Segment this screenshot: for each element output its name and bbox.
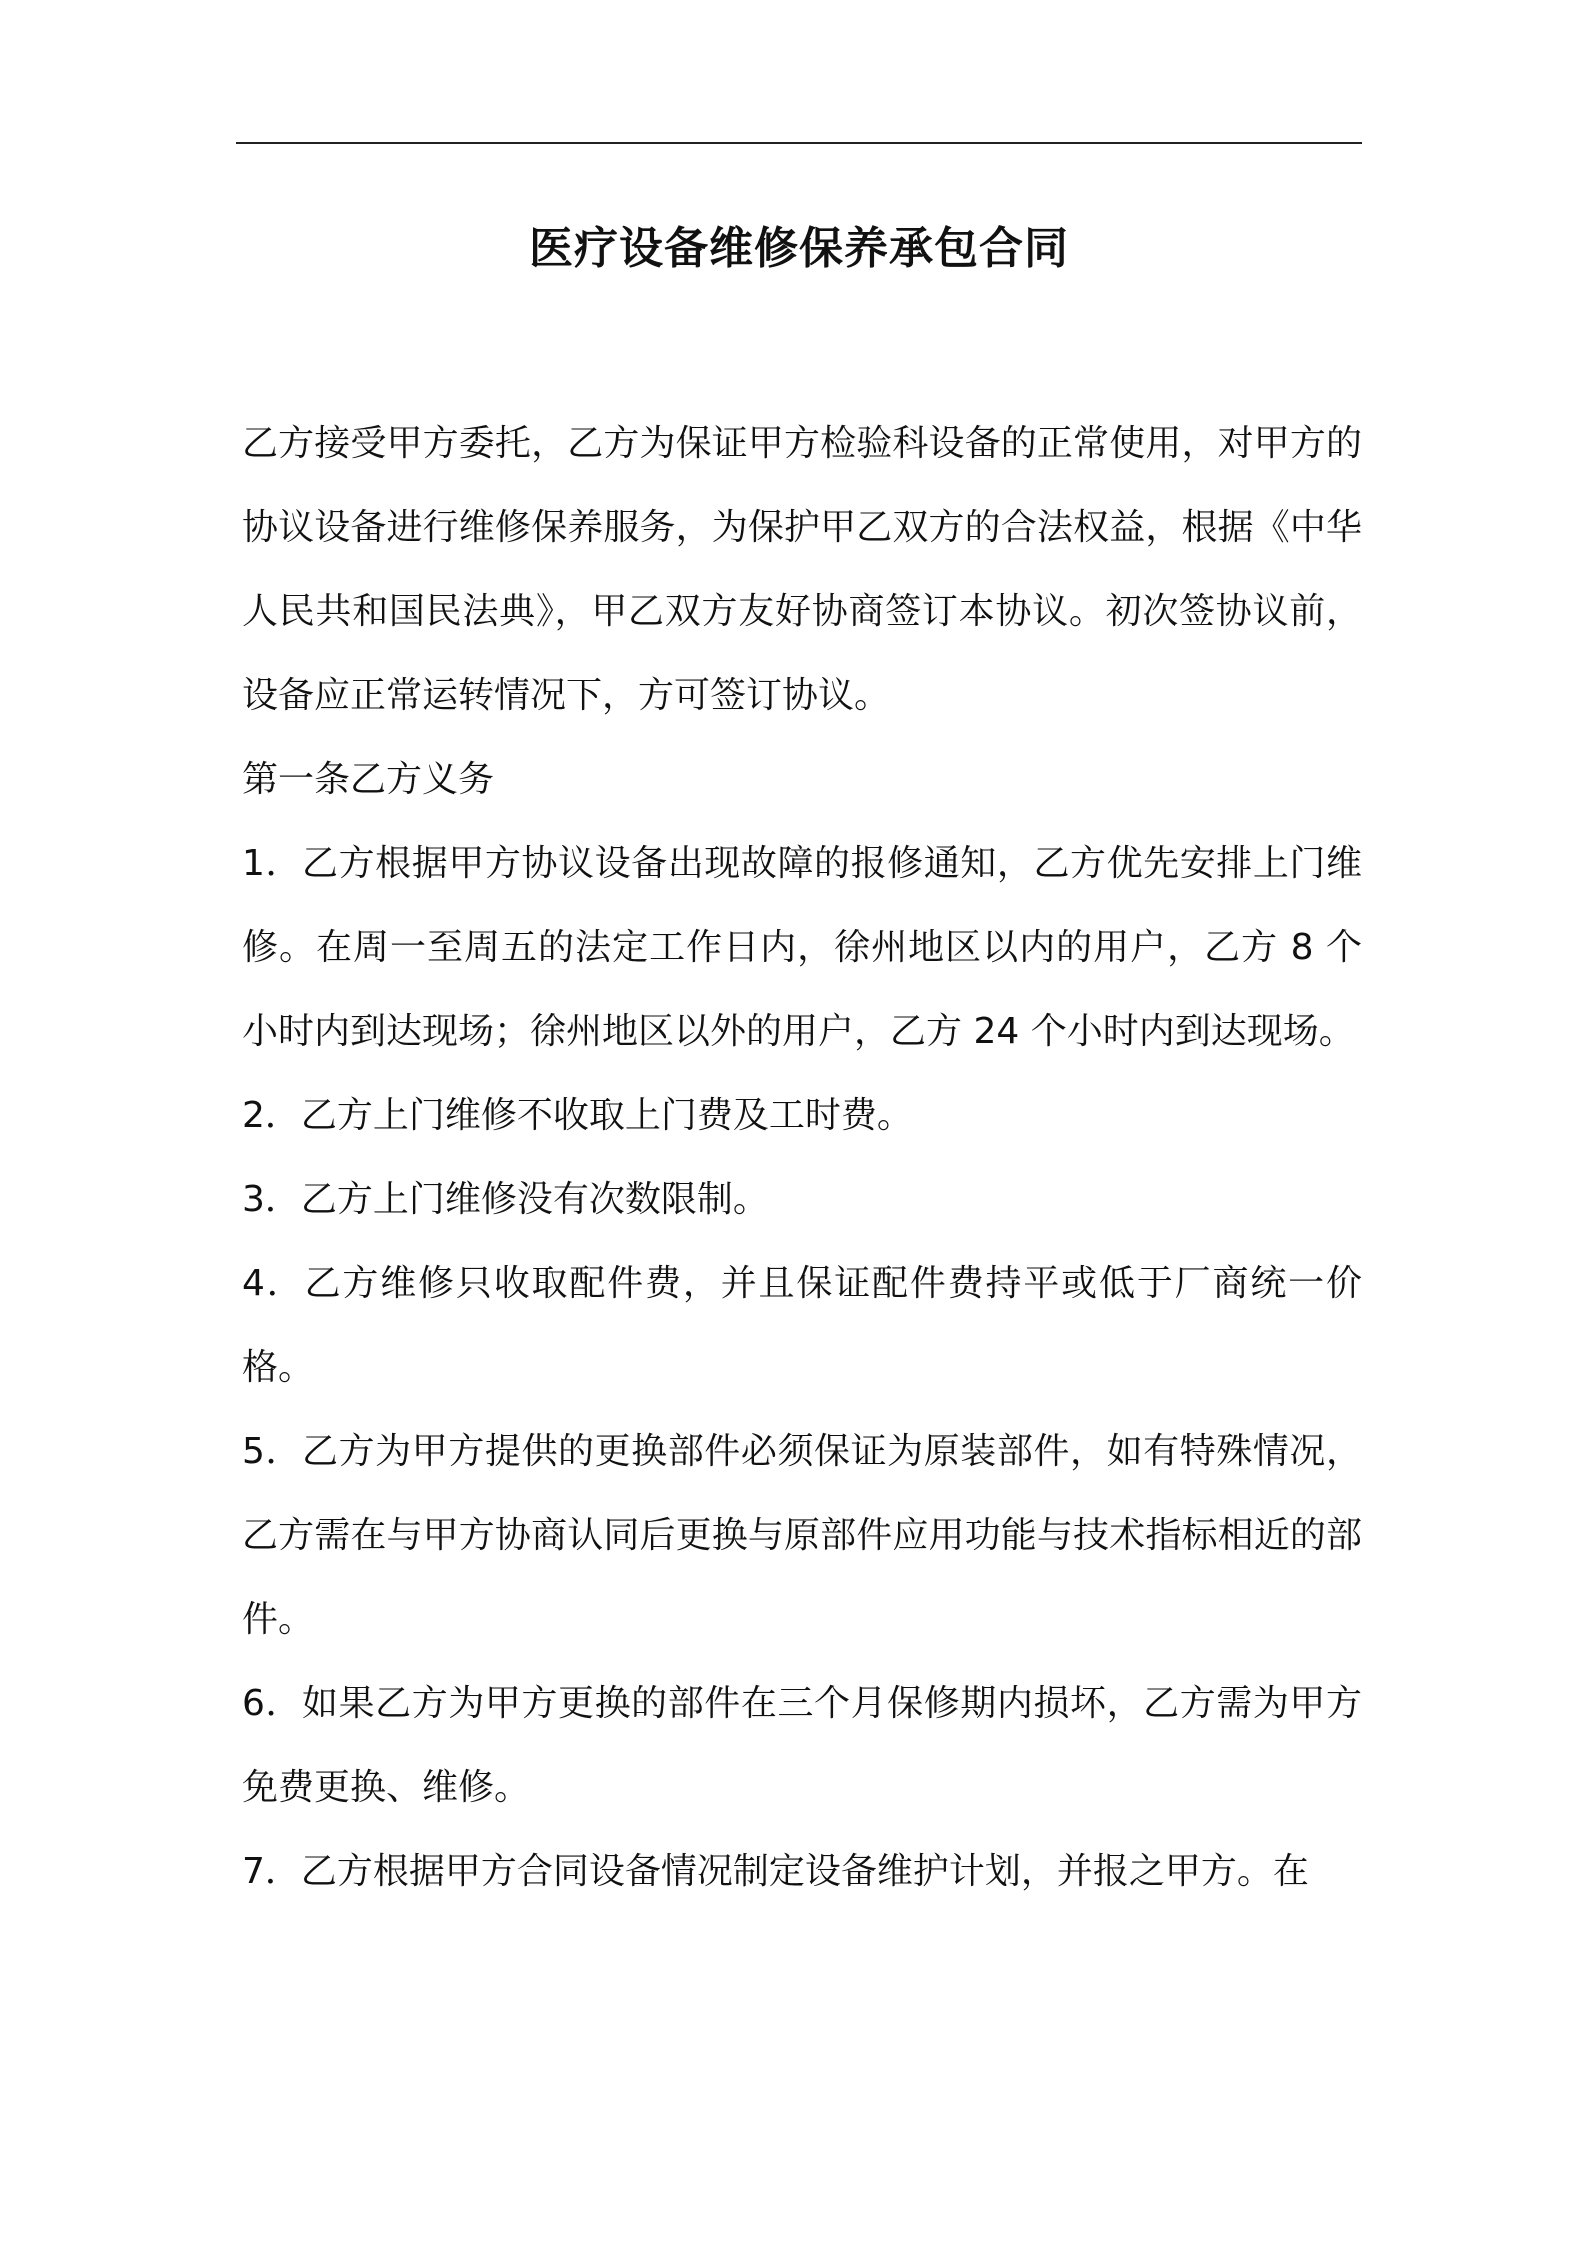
document-body	[242, 402, 1362, 1914]
clause-2: 2．乙方上门维修不收取上门费及工时费。	[242, 1095, 913, 1136]
clause-5: 5．乙方为甲方提供的更换部件必须保证为原装部件，如有特殊情况，乙方需在与甲方协商认同后更换与原部件应用功能与技术指标相近的部件。	[242, 1431, 1362, 1640]
clause-6: 6．如果乙方为甲方更换的部件在三个月保修期内损坏，乙方需为甲方免费更换、维修。	[242, 1683, 1362, 1808]
document-title: 医疗设备维修保养承包合同	[529, 223, 1069, 274]
clause-3: 3．乙方上门维修没有次数限制。	[242, 1179, 769, 1220]
clause-1: 1．乙方根据甲方协议设备出现故障的报修通知，乙方优先安排上门维修。在周一至周五的法定工作日内，徐州地区以内的用户，乙方 8 个小时内到达现场；徐州地区以外的用户，乙方 24 个小时内到达现场。	[242, 843, 1362, 1052]
intro-paragraph: 乙方接受甲方委托，乙方为保证甲方检验科设备的正常使用，对甲方的协议设备进行维修保养服务，为保护甲乙双方的合法权益，根据《中华人民共和国民法典》，甲乙双方友好协商签订本协议。初次签协议前，设备应正常运转情况下，方可签订协议。	[242, 423, 1362, 716]
clause-4: 4．乙方维修只收取配件费，并且保证配件费持平或低于厂商统一价格。	[242, 1263, 1362, 1388]
header-rule	[236, 142, 1362, 144]
section-heading: 第一条乙方义务	[242, 759, 495, 800]
clause-7: 7．乙方根据甲方合同设备情况制定设备维护计划，并报之甲方。在	[242, 1851, 1309, 1892]
